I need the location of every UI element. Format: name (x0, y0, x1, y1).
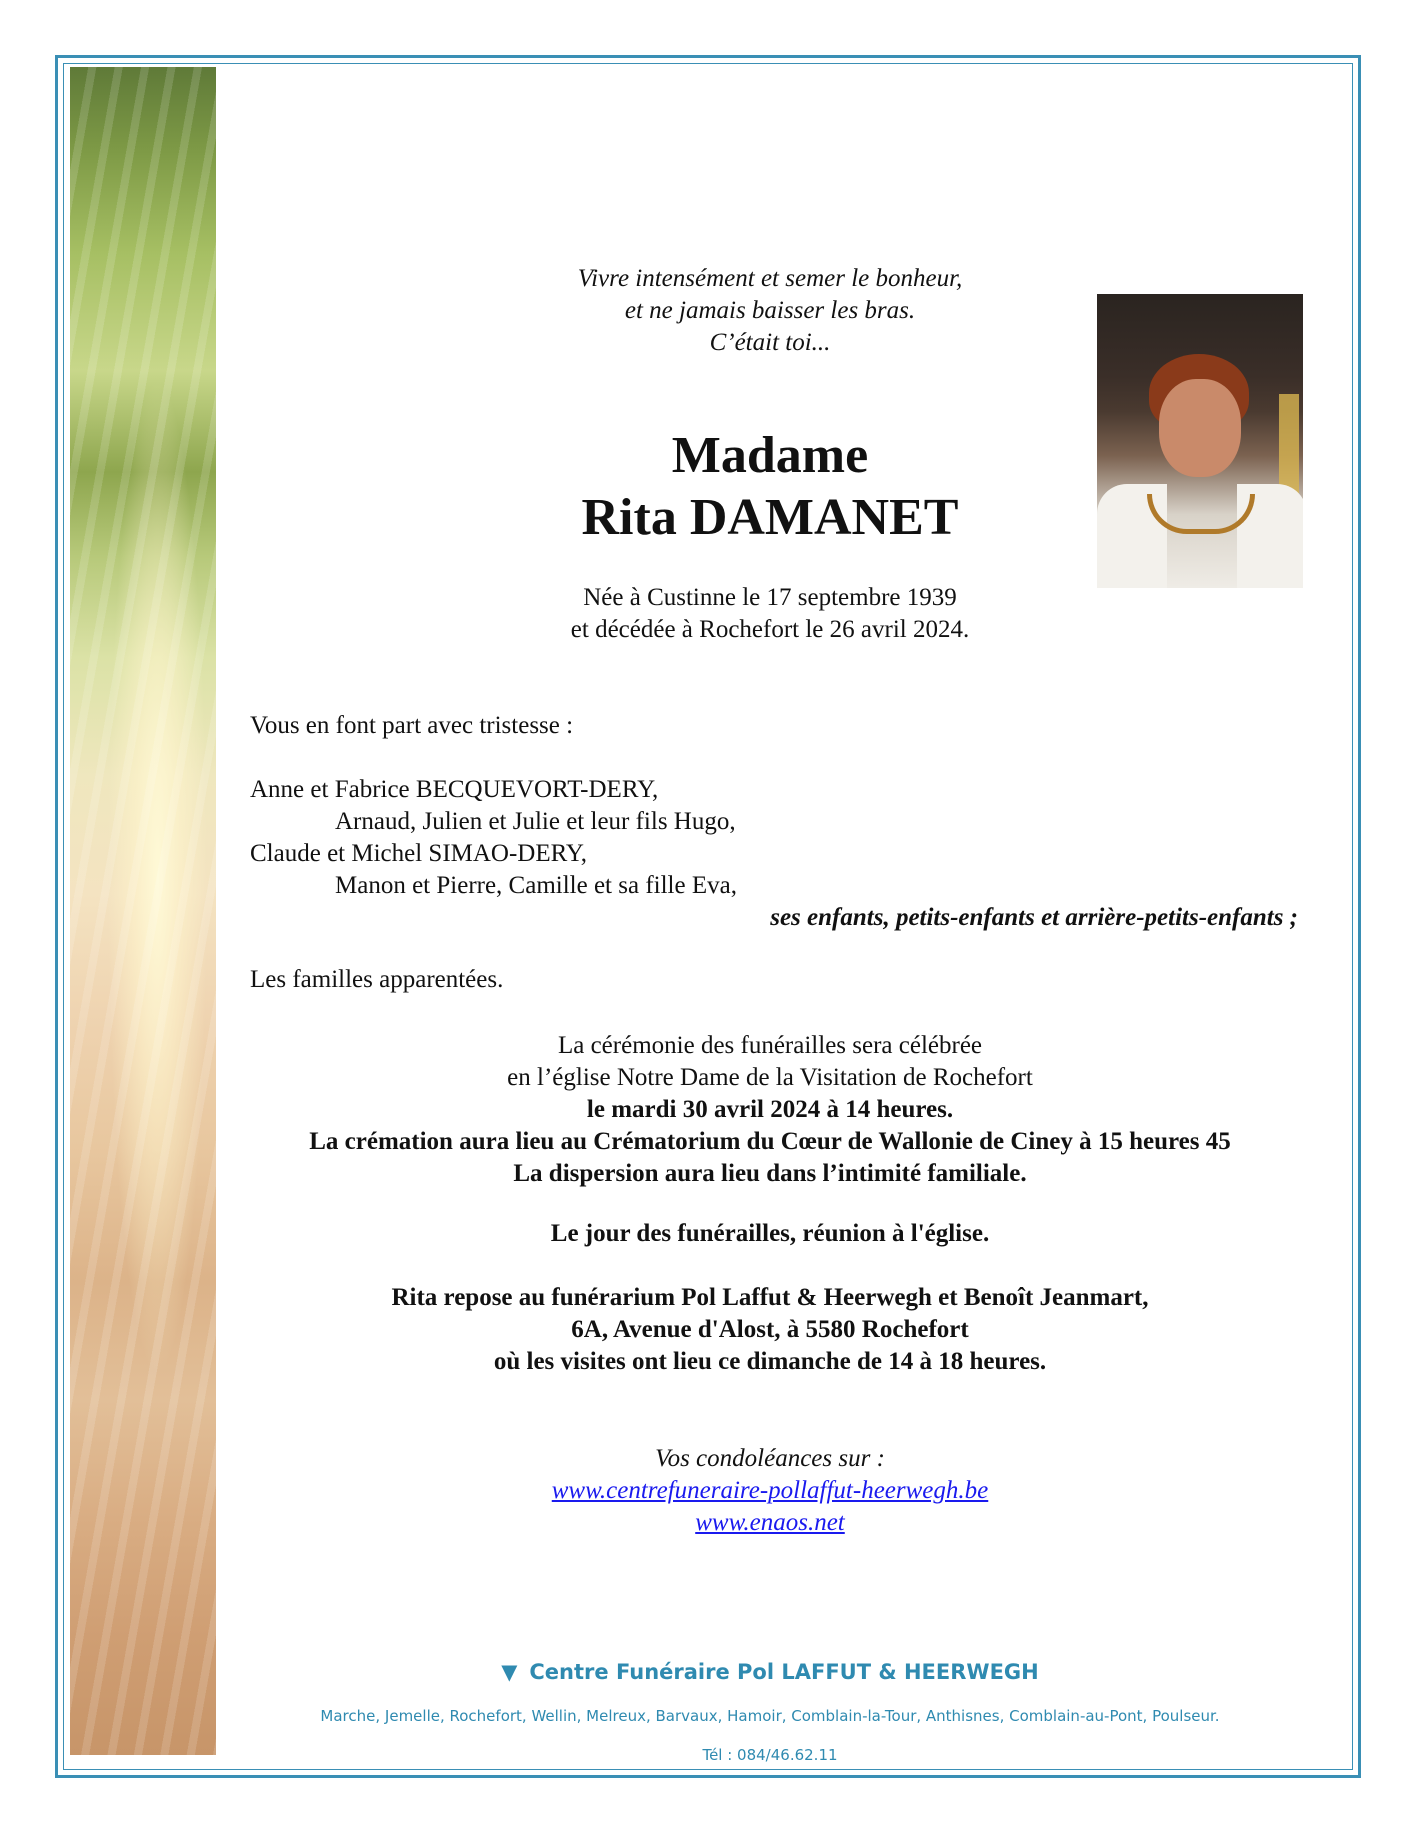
quote-line: C’était toi... (709, 329, 831, 356)
death-line: et décédée à Rochefort le 26 avril 2024. (570, 616, 970, 643)
ceremony-date: le mardi 30 avril 2024 à 14 heures. (586, 1096, 954, 1123)
birth-line: Née à Custinne le 17 septembre 1939 (583, 584, 957, 611)
family-line: Claude et Michel SIMAO-DERY, (250, 840, 588, 867)
family-line: Manon et Pierre, Camille et sa fille Eva, (335, 872, 737, 899)
ceremony-details (250, 1030, 1290, 1190)
family-line: Anne et Fabrice BECQUEVORT-DERY, (250, 776, 659, 803)
ceremony-line: en l’église Notre Dame de la Visitation de Rochefort (507, 1064, 1033, 1091)
announcement-intro: Vous en font part avec tristesse : (250, 712, 574, 739)
footer-phone: Tél : 084/46.62.11 (702, 1746, 838, 1764)
visiting-hours: où les visites ont lieu ce dimanche de 14 à 18 heures. (493, 1348, 1047, 1375)
relatives-line: Les familles apparentées. (250, 966, 504, 993)
ceremony-line: La cérémonie des funérailles sera célébrée (557, 1032, 983, 1059)
family-line: Arnaud, Julien et Julie et leur fils Hugo, (335, 808, 736, 835)
dispersion-info: La dispersion aura lieu dans l’intimité familiale. (513, 1160, 1027, 1187)
condolences-link-funeral-home[interactable]: www.centrefuneraire-pollaffut-heerwegh.be (551, 1477, 989, 1504)
family-list (250, 774, 1300, 934)
quote-line: Vivre intensément et semer le bonheur, (577, 265, 963, 292)
repose-line: Rita repose au funérarium Pol Laffut & Heerwegh et Benoît Jeanmart, (391, 1284, 1149, 1311)
birth-death-dates (250, 582, 1290, 646)
footer-towns: Marche, Jemelle, Rochefort, Wellin, Melreux, Barvaux, Hamoir, Comblain-la-Tour, Anthisnes, Comblain-au-Pont, Poulseur. (320, 1707, 1220, 1725)
company-name: Centre Funéraire Pol LAFFUT & HEERWEGH (529, 1660, 1039, 1684)
forest-path-banner-image (70, 67, 216, 1755)
cremation-info: La crémation aura lieu au Crématorium du Cœur de Wallonie de Ciney à 15 heures 45 (309, 1128, 1231, 1155)
funeral-home-info (250, 1282, 1290, 1378)
repose-address: 6A, Avenue d'Alost, à 5580 Rochefort (571, 1316, 969, 1343)
family-role: ses enfants, petits-enfants et arrière-petits-enfants ; (770, 904, 1298, 931)
condolences-section (250, 1443, 1290, 1539)
name-title: Madame (671, 427, 869, 484)
name-full: Rita DAMANET (581, 489, 959, 546)
deceased-name (250, 425, 1290, 549)
condolences-link-enaos[interactable]: www.enaos.net (695, 1509, 845, 1536)
gathering-info: Le jour des funérailles, réunion à l'église. (550, 1220, 990, 1247)
quote-line: et ne jamais baisser les bras. (624, 297, 916, 324)
memorial-quote (250, 263, 1290, 359)
footer-company (250, 1660, 1290, 1684)
condolences-label: Vos condoléances sur : (655, 1445, 885, 1472)
triangle-down-icon: ▼ (501, 1660, 518, 1684)
